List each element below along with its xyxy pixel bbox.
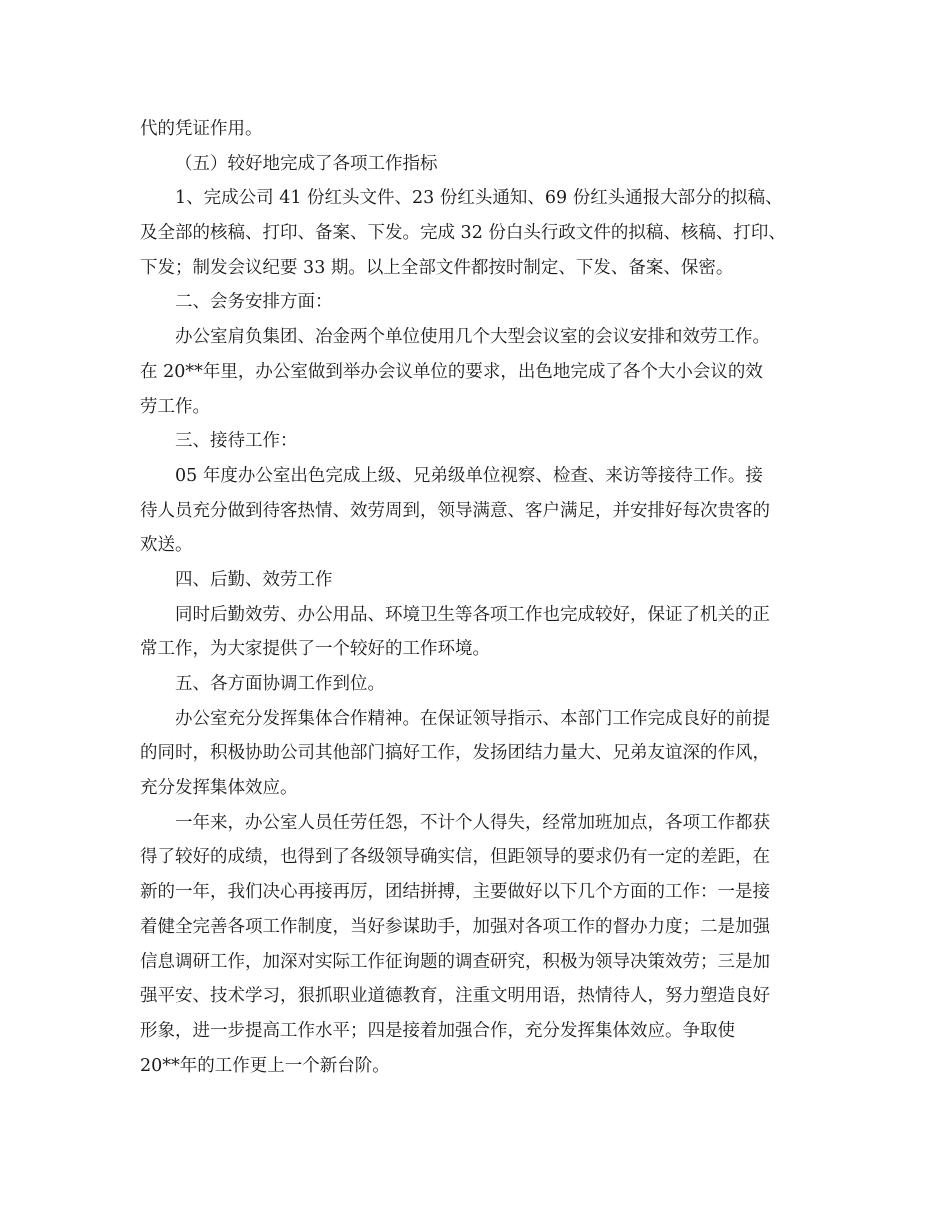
document-body xyxy=(140,112,830,1083)
text-line: 及全部的核稿、打印、备案、下发。完成 32 份白头行政文件的拟稿、核稿、打印、 xyxy=(140,223,786,244)
text-line: 二、会务安排方面： xyxy=(175,292,333,313)
text-line: 欢送。 xyxy=(140,535,193,556)
text-line: 四、后勤、效劳工作 xyxy=(175,569,333,590)
text-line: 05 年度办公室出色完成上级、兄弟级单位视察、检查、来访等接待工作。接 xyxy=(175,465,763,486)
text-line: 常工作，为大家提供了一个较好的工作环境。 xyxy=(140,639,490,660)
text-line: 形象，进一步提高工作水平；四是接着加强合作，充分发挥集体效应。争取使 xyxy=(140,1020,735,1041)
text-line: 20**年的工作更上一个新台阶。 xyxy=(140,1055,390,1076)
text-line: 1、完成公司 41 份红头文件、23 份红头通知、69 份红头通报大部分的拟稿、 xyxy=(175,188,783,209)
text-line: 同时后勤效劳、办公用品、环境卫生等各项工作也完成较好，保证了机关的正 xyxy=(175,604,770,625)
text-line: 劳工作。 xyxy=(140,396,210,417)
text-line: 待人员充分做到待客热情、效劳周到，领导满意、客户满足，并安排好每次贵客的 xyxy=(140,500,770,521)
text-line: 一年来，办公室人员任劳任怨，不计个人得失，经常加班加点，各项工作都获 xyxy=(175,812,770,833)
text-line: 五、各方面协调工作到位。 xyxy=(175,674,385,694)
text-line: 着健全完善各项工作制度，当好参谋助手，加强对各项工作的督办力度；二是加强 xyxy=(140,916,770,937)
text-line: 在 20**年里，办公室做到举办会议单位的要求，出色地完成了各个大小会议的效 xyxy=(140,361,763,382)
text-line: 强平安、技术学习，狠抓职业道德教育，注重文明用语，热情待人，努力塑造良好 xyxy=(140,986,770,1007)
text-line: 新的一年，我们决心再接再厉，团结拼搏，主要做好以下几个方面的工作：一是接 xyxy=(140,882,770,903)
text-line: 的同时，积极协助公司其他部门搞好工作，发扬团结力量大、兄弟友谊深的作风， xyxy=(140,743,770,764)
text-line: 得了较好的成绩，也得到了各级领导确实信，但距领导的要求仍有一定的差距，在 xyxy=(140,847,770,868)
text-line: 办公室肩负集团、冶金两个单位使用几个大型会议室的会议安排和效劳工作。 xyxy=(175,327,770,348)
text-line: 下发；制发会议纪要 33 期。以上全部文件都按时制定、下发、备案、保密。 xyxy=(140,257,734,278)
text-line: （五）较好地完成了各项工作指标 xyxy=(175,153,438,174)
text-line: 代的凭证作用。 xyxy=(140,119,263,139)
text-line: 充分发挥集体效应。 xyxy=(140,778,298,799)
text-line: 办公室充分发挥集体合作精神。在保证领导指示、本部门工作完成良好的前提 xyxy=(175,708,770,729)
text-line: 三、接待工作： xyxy=(175,431,298,452)
text-line: 信息调研工作，加深对实际工作征询题的调查研究，积极为领导决策效劳；三是加 xyxy=(140,951,770,972)
